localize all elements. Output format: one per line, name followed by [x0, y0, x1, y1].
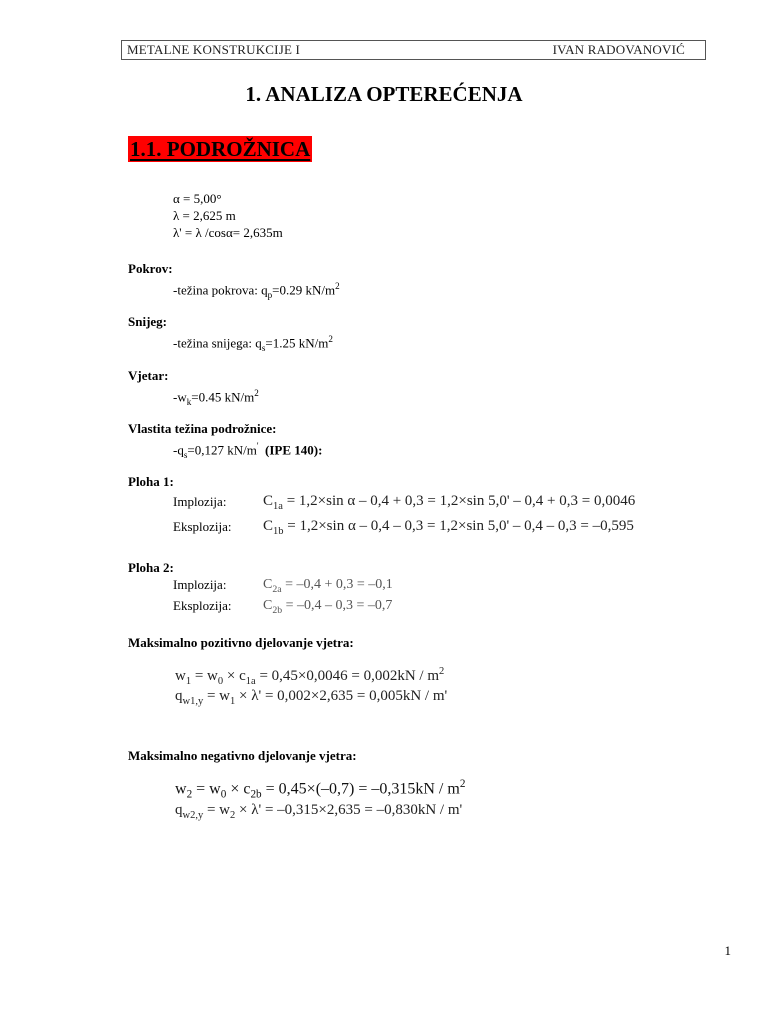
header-course: METALNE KONSTRUKCIJE I	[127, 42, 301, 57]
page-header	[121, 40, 706, 60]
ploha1-eksplozija-label: Eksplozija:	[173, 519, 232, 534]
maxpos-eq2: $q_{w1,y} = w_1 \times \lambda' = 0,002\times 2,635 = 0,005kN / m'$	[175, 688, 448, 707]
page-number: 1	[724, 943, 731, 958]
snijeg-heading: Snijeg:	[128, 314, 167, 329]
ploha2-eksplozija-label: Eksplozija:	[173, 598, 232, 613]
ploha2-heading: Ploha 2:	[128, 560, 174, 575]
maxneg-eq2: $q_{w2,y} = w_2 \times \lambda' = -0,315\times 2,635 = -0,830kN / m'$	[175, 802, 463, 821]
chapter-title: 1. ANALIZA OPTEREĆENJA	[245, 82, 523, 106]
vjetar-heading: Vjetar:	[128, 368, 169, 383]
ploha1-heading: Ploha 1:	[128, 474, 174, 489]
pokrov-heading: Pokrov:	[128, 261, 173, 276]
param-lambda: λ = 2,625 m	[173, 208, 236, 223]
snijeg-line: -težina snijega: $q_s=1.25$ $kN/m^2$	[173, 334, 333, 353]
ploha2-implozija-formula: $C_{2a} = -0,4 + 0,3 = -0,1$	[263, 577, 393, 595]
pokrov-line: -težina pokrova: $q_p=0.29$ $kN/m^2$	[173, 281, 340, 300]
vlastita-line: $-q_s=0,127$ kN/m' (IPE 140):	[173, 441, 323, 460]
section-title: 1.1. PODROŽNICA	[130, 137, 311, 161]
vlastita-heading: Vlastita težina podrožnice:	[128, 421, 277, 436]
param-alpha: α = 5,00°	[173, 191, 222, 206]
ploha2-implozija-label: Implozija:	[173, 577, 227, 592]
maxpos-eq1: $w_1 = w_0 \times c_{1a} = 0,45\times 0,0046 = 0,002kN / m^2$	[175, 666, 445, 687]
ploha2-eksplozija-formula: $C_{2b} = -0,4 - 0,3 = -0,7$	[263, 598, 393, 616]
maxpos-heading: Maksimalno pozitivno djelovanje vjetra:	[128, 635, 354, 650]
ploha1-implozija-label: Implozija:	[173, 494, 227, 509]
vjetar-line: $-w_k=0.45$ $kN/m^2$	[173, 388, 259, 407]
param-lambda-prime: λ' = λ /cosα= 2,635m	[173, 225, 283, 240]
maxneg-eq1: $w_2 = w_0 \times c_{2b} = 0,45\times(-0,7) = -0,315kN / m^2$	[175, 778, 466, 801]
ploha1-implozija-formula: $C_{1a} = 1,2\times\sin$ α – 0,4 + 0,3 = 1,2×sin 5,0' – 0,4 + 0,3 = 0,0046	[263, 493, 636, 512]
ploha1-eksplozija-formula: $C_{1b} = 1,2\times\sin$ α – 0,4 – 0,3 = 1,2×sin 5,0' – 0,4 – 0,3 = –0,595	[263, 518, 634, 537]
header-author: IVAN RADOVANOVIĆ	[552, 42, 685, 57]
maxneg-heading: Maksimalno negativno djelovanje vjetra:	[128, 748, 357, 763]
